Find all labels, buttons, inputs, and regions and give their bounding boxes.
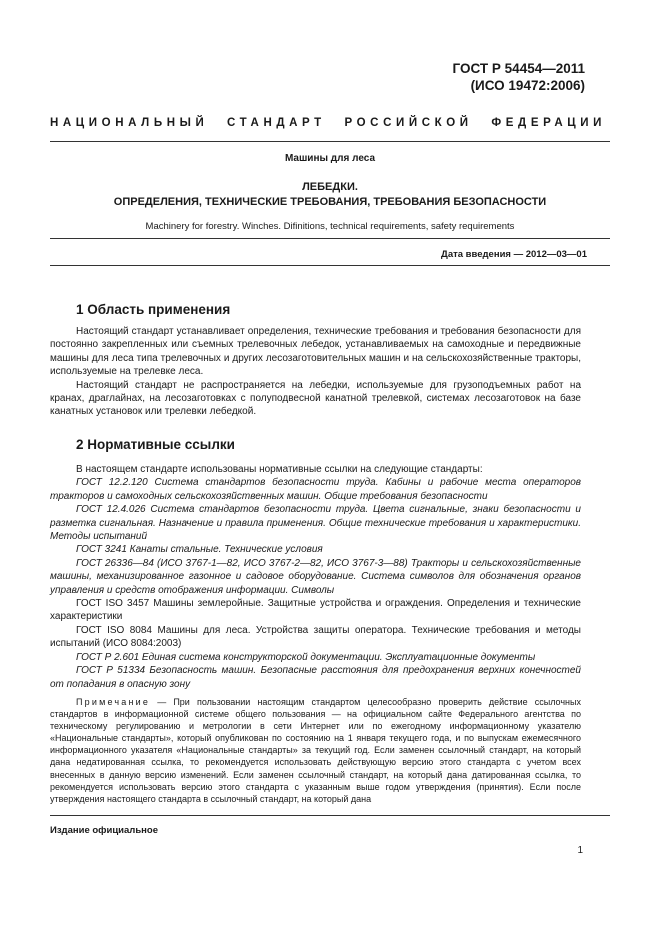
standard-number: ГОСТ Р 54454—2011	[452, 61, 585, 76]
section-2-heading: 2 Нормативные ссылки	[76, 437, 235, 452]
document-title	[50, 180, 610, 209]
title-divider	[50, 238, 610, 239]
scope-paragraph-2: Настоящий стандарт не распространяется на лебедки, используемые для грузоподъемных работ на кранах, драглайнах, на лесозаготовках с полуподвесной канатной трелевкой, системах лесозаготовок на базе канатных установок или трелевки лебедкой.	[50, 379, 581, 418]
references-note	[50, 696, 581, 805]
reference-item: ГОСТ 26336—84 (ИСО 3767-1—82, ИСО 3767-2—82, ИСО 3767-3—88) Тракторы и сельскохозяйственные машины, механизированное газонное и садовое оборудование. Система символов для обозначения органов управления и средств отображения информации. Символы	[50, 557, 581, 596]
reference-item: ГОСТ 12.4.026 Система стандартов безопасности труда. Цвета сигнальные, знаки безопасности и разметка сигнальная. Назначение и правила применения. Общие технические требования и характеристики. Методы испытаний	[50, 504, 581, 543]
date-divider	[50, 265, 610, 266]
top-divider	[50, 141, 610, 142]
page-number: 1	[577, 845, 583, 856]
english-title: Machinery for forestry. Winches. Difinitions, technical requirements, safety requirements	[145, 221, 515, 232]
section-2-body	[50, 463, 581, 691]
note-text: — При пользовании настоящим стандартом целесообразно проверить действие ссылочных стандартов в информационной системе общего пользования — на официальном сайте Федерального агентства по техническому регулированию и метрологии в сети Интернет или по ежегодному информационному указателю «Национальные стандарты», который опубликован по состоянию на 1 января текущего года, и по выпускам ежемесячного информационного указателя «Национальные стандарты» за текущий год. Если заменен ссылочный стандарт, на который дана недатированная ссылка, то рекомендуется использовать действующую версию этого стандарта с учетом всех внесенных в данную версию изменений. Если заменен ссылочный стандарт, на который дана датированная ссылка, то рекомендуется использовать версию этого стандарта с указанным выше годом утверждения (принятия). Если после утверждения настоящего стандарта в ссылочный стандарт, на который дана	[50, 697, 581, 804]
footer-divider	[50, 815, 610, 816]
section-1-heading: 1 Область применения	[76, 302, 231, 317]
references-intro: В настоящем стандарте использованы нормативные ссылки на следующие стандарты:	[76, 464, 483, 475]
section-1-body	[50, 325, 581, 419]
national-standard-banner: НАЦИОНАЛЬНЫЙ СТАНДАРТ РОССИЙСКОЙ ФЕДЕРАЦИИ	[50, 117, 606, 129]
standard-number-block	[453, 60, 585, 94]
subject-line: Машины для леса	[284, 153, 376, 164]
effective-date: Дата введения — 2012—03—01	[441, 249, 587, 260]
reference-item: ГОСТ ISO 3457 Машины землеройные. Защитные устройства и ограждения. Определения и технические характеристики	[50, 598, 581, 623]
note-label: Примечание	[76, 697, 151, 707]
official-edition-label: Издание официальное	[50, 825, 158, 836]
reference-item: ГОСТ 3241 Канаты стальные. Технические условия	[76, 544, 323, 556]
reference-item: ГОСТ 12.2.120 Система стандартов безопасности труда. Кабины и рабочие места операторов тракторов и самоходных сельскохозяйственных машин. Общие требования безопасности	[50, 477, 581, 502]
iso-number: (ИСО 19472:2006)	[470, 78, 585, 93]
reference-item: ГОСТ Р 51334 Безопасность машин. Безопасные расстояния для предохранения верхних конечностей от попадания в опасную зону	[50, 665, 581, 690]
reference-item: ГОСТ ISO 8084 Машины для леса. Устройства защиты оператора. Технические требования и методы испытаний (ИСО 8084:2003)	[50, 624, 581, 650]
reference-item: ГОСТ Р 2.601 Единая система конструкторской документации. Эксплуатационные документы	[76, 651, 536, 663]
title-line-2: ОПРЕДЕЛЕНИЯ, ТЕХНИЧЕСКИЕ ТРЕБОВАНИЯ, ТРЕБОВАНИЯ БЕЗОПАСНОСТИ	[113, 195, 547, 208]
scope-paragraph-1: Настоящий стандарт устанавливает определения, технические требования и требования безопасности для постоянно закрепленных или съемных трелевочных лебедок, устанавливаемых на самоходные и передвижные машины для леса типа трелевочных и других лесозаготовительных машин и на сельскохозяйственные тракторы, используемые на трелевке леса.	[50, 326, 581, 378]
title-line-1: ЛЕБЕДКИ.	[302, 181, 358, 193]
